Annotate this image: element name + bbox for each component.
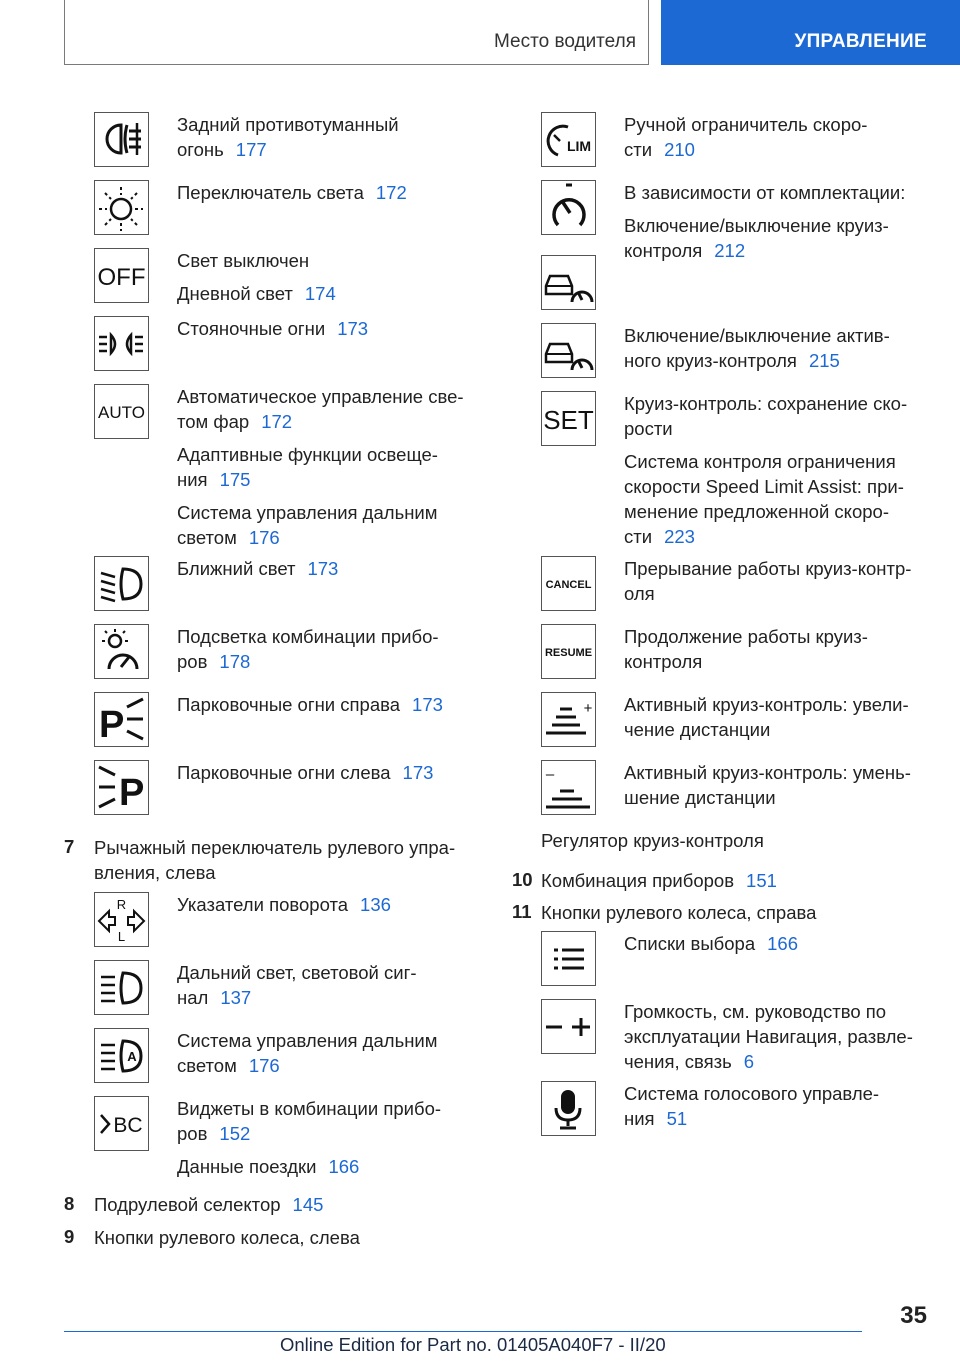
page-ref-link[interactable]: 178 (219, 651, 251, 672)
page-ref-link[interactable]: 174 (304, 283, 336, 304)
svg-text:L: L (117, 929, 126, 944)
cruise-control-car-icon (541, 255, 596, 310)
low-beam-icon (94, 556, 149, 611)
page-ref-link[interactable]: 176 (248, 527, 280, 548)
rear-fog-light-icon (94, 112, 149, 167)
svg-text:AUTO: AUTO (98, 403, 145, 422)
svg-text:R: R (116, 897, 127, 912)
page-ref-link[interactable]: 173 (412, 694, 443, 715)
page-ref-link[interactable]: 173 (307, 558, 339, 579)
page-ref-link[interactable]: 51 (666, 1108, 688, 1129)
item-text: Кнопки рулевого колеса, справа (541, 902, 817, 923)
active-cruise-control-icon (541, 323, 596, 378)
item-number: 7 (64, 836, 75, 857)
svg-text:CANCEL: CANCEL (545, 579, 592, 591)
page-ref-link[interactable]: 145 (292, 1194, 324, 1215)
page-ref-link[interactable]: 177 (235, 139, 267, 160)
turn-signal-icon (94, 892, 149, 947)
resume-icon (541, 624, 596, 679)
footer-divider (64, 1331, 862, 1332)
chapter-title: УПРАВЛЕНИЕ (794, 31, 927, 52)
selection-list-icon (541, 931, 596, 986)
svg-text:+: + (583, 700, 593, 717)
svg-text:RESUME: RESUME (544, 647, 593, 659)
page-ref-link[interactable]: 175 (219, 469, 251, 490)
off-icon (94, 248, 149, 303)
page-ref-link[interactable]: 212 (714, 240, 746, 261)
distance-decrease-icon (541, 760, 596, 815)
item-number: 11 (512, 901, 532, 922)
microphone-icon (541, 1081, 596, 1136)
svg-text:P: P (99, 704, 125, 746)
footer-edition: Online Edition for Part no. 01405A040F7 - II/20 (280, 1334, 666, 1355)
light-switch-icon (94, 180, 149, 235)
svg-text:LIM: LIM (566, 138, 592, 154)
item-text: Рычажный переключатель рулевого упра- вления, слева (94, 837, 456, 883)
section-title: Место водителя (494, 31, 636, 52)
instrument-lighting-icon (94, 624, 149, 679)
page-ref-link[interactable]: 172 (261, 411, 293, 432)
page-ref-link[interactable]: 6 (743, 1051, 755, 1072)
header-section-box (64, 0, 649, 65)
page-ref-link[interactable]: 137 (220, 987, 252, 1008)
item-text: Комбинация приборов 151 (541, 870, 777, 891)
auto-icon (94, 384, 149, 439)
distance-increase-icon (541, 692, 596, 747)
item-number: 10 (512, 869, 533, 890)
item-number: 9 (64, 1226, 75, 1247)
page-ref-link[interactable]: 166 (328, 1156, 360, 1177)
page-ref-link[interactable]: 151 (746, 870, 777, 891)
page-ref-link[interactable]: 173 (337, 318, 369, 339)
parking-light-left-icon (94, 760, 149, 815)
page-ref-link[interactable]: 215 (808, 350, 840, 371)
svg-text:P: P (119, 772, 145, 814)
svg-text:BC: BC (113, 1114, 143, 1137)
svg-text:A: A (127, 1049, 137, 1064)
item-number: 8 (64, 1193, 75, 1214)
bc-icon (94, 1096, 149, 1151)
high-beam-icon (94, 960, 149, 1015)
page-ref-link[interactable]: 166 (767, 933, 798, 954)
cruise-caption: Регулятор круиз-контроля (541, 830, 764, 851)
speed-limiter-icon (541, 112, 596, 167)
page-ref-link[interactable]: 136 (360, 894, 391, 915)
page-ref-link[interactable]: 152 (219, 1123, 251, 1144)
page-number: 35 (900, 1302, 927, 1329)
page-ref-link[interactable]: 210 (664, 139, 695, 160)
page-ref-link[interactable]: 172 (375, 182, 407, 203)
header-chapter-box (661, 0, 960, 65)
svg-text:–: – (545, 766, 555, 783)
high-beam-assist-icon (94, 1028, 149, 1083)
page-ref-link[interactable]: 173 (402, 762, 434, 783)
page-ref-link[interactable]: 223 (664, 526, 695, 547)
svg-text:OFF: OFF (97, 264, 146, 291)
parking-lights-icon (94, 316, 149, 371)
set-icon (541, 391, 596, 446)
volume-icon (541, 999, 596, 1054)
item-text: Подрулевой селектор 145 (94, 1194, 324, 1215)
cruise-control-icon (541, 180, 596, 235)
cancel-icon (541, 556, 596, 611)
page-ref-link[interactable]: 176 (248, 1055, 280, 1076)
parking-light-right-icon (94, 692, 149, 747)
svg-text:SET: SET (543, 405, 594, 435)
item-text: Кнопки рулевого колеса, слева (94, 1227, 360, 1248)
